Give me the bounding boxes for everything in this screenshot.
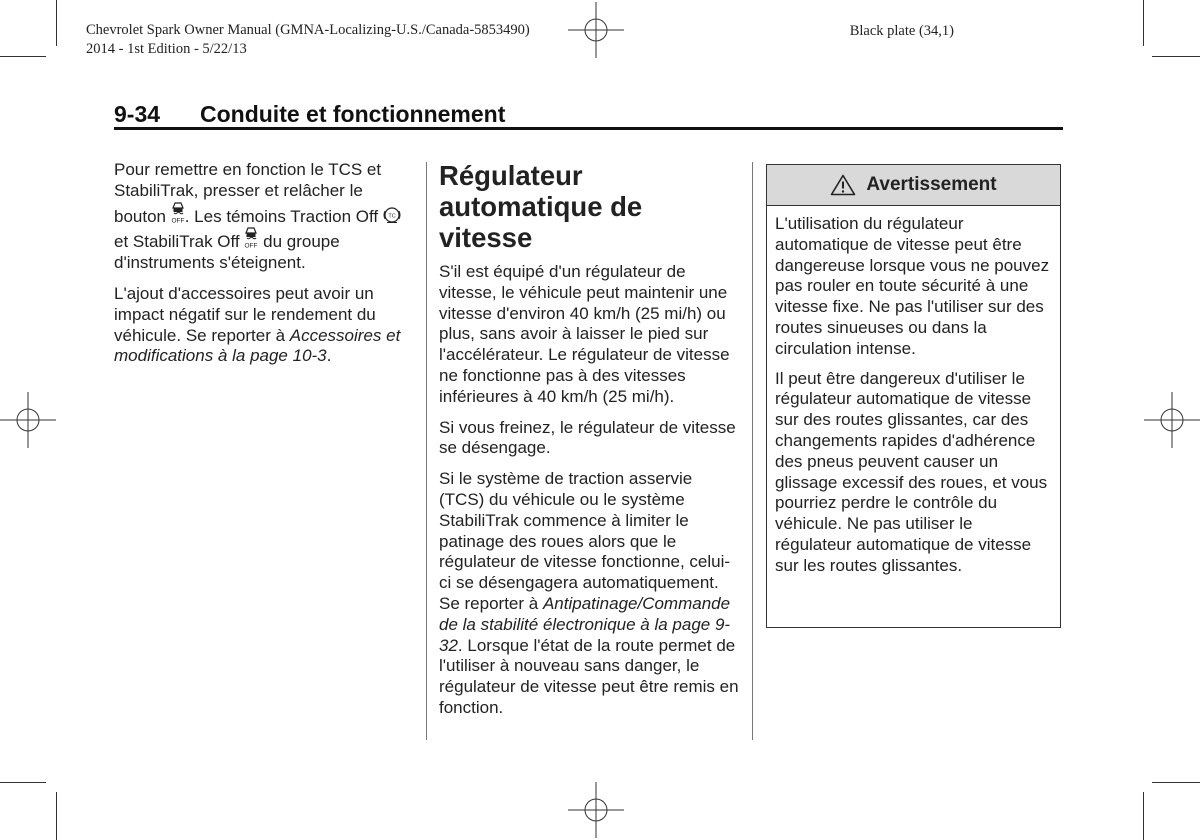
cross-reference-link[interactable]: Accessoires et modifications à la page 10-3 — [114, 325, 401, 366]
registration-mark-icon — [568, 782, 624, 838]
crop-mark — [1143, 792, 1144, 840]
section-heading — [114, 101, 505, 128]
crop-mark — [1152, 56, 1200, 57]
svg-text:OFF: OFF — [171, 217, 185, 224]
column-divider — [426, 162, 427, 740]
traction-off-icon — [383, 206, 401, 224]
crop-mark — [0, 56, 46, 57]
registration-mark-icon — [1144, 392, 1200, 448]
paragraph: L'utilisation du régulateur automatique de vitesse peut être dangereuse lorsque vous ne pouvez pas rouler en toute sécurité à une vitesse fixe. Ne pas l'utiliser sur des routes sinueuses ou dans la circulation intense. — [775, 214, 1050, 358]
paragraph: L'ajout d'accessoires peut avoir un impact négatif sur le rendement du véhicule. Se reporter à Accessoires et modifications à la page 10-3. — [114, 283, 401, 366]
column-2 — [439, 160, 739, 729]
warning-triangle-icon — [830, 174, 856, 196]
warning-title: Avertissement — [866, 174, 997, 195]
header-line-2: 2014 - 1st Edition - 5/22/13 — [86, 41, 247, 57]
section-title: Conduite et fonctionnement — [200, 101, 506, 127]
section-rule — [114, 127, 1063, 130]
paragraph: Si le système de traction asservie (TCS) du véhicule ou le système StabiliTrak commence à limiter le patinage des roues alors que le régulateur de vitesse fonctionne, celui-ci se désengagera automatiquement. Se reporter à Antipatinage/Commande de la stabilité électronique à la page 9-32. Lorsque l'état de la route permet de l'utiliser à nouveau sans danger, le régulateur de vitesse peut être remis en fonction. — [439, 469, 739, 717]
registration-mark-icon — [568, 2, 624, 58]
warning-body — [767, 206, 1060, 577]
crop-mark — [1143, 0, 1144, 46]
stabilitrak-off-icon — [171, 202, 185, 224]
paragraph: Si vous freinez, le régulateur de vitesse se désengage. — [439, 417, 736, 458]
stabilitrak-off-icon — [244, 227, 258, 249]
registration-mark-icon — [0, 392, 56, 448]
paragraph: Il peut être dangereux d'utiliser le régulateur automatique de vitesse sur des routes glissantes, car des changements rapides d'adhérence des pneus peuvent causer un glissage excessif des roues, et vous pourriez perdre le contrôle du véhicule. Ne pas utiliser le régulateur automatique de vitesse sur les routes glissantes. — [775, 368, 1048, 575]
crop-mark — [56, 792, 57, 840]
section-number: 9-34 — [114, 101, 161, 127]
paragraph: S'il est équipé d'un régulateur de vitesse, le véhicule peut maintenir une vitesse d'environ 40 km/h (25 mi/h) ou plus, sans avoir à laisser le pied sur l'accélérateur. Le régulateur de vitesse ne fonctionne pas à des vitesses inférieures à 40 km/h (25 mi/h). — [439, 262, 730, 406]
svg-text:OFF: OFF — [244, 242, 258, 250]
plate-label: Black plate (34,1) — [849, 23, 954, 39]
svg-text:TC: TC — [388, 213, 396, 220]
crop-mark — [56, 0, 57, 46]
warning-box — [766, 164, 1061, 628]
paragraph: Pour remettre en fonction le TCS et StabiliTrak, presser et relâcher le bouton OFF . Les témoins Traction Off TC et StabiliTrak Off OFF du groupe d'instruments s'éteignent. — [114, 160, 414, 274]
warning-header — [767, 165, 1060, 206]
column-divider — [752, 162, 753, 740]
cross-reference-link[interactable]: Antipatinage/Commande de la stabilité électronique à la page 9-32 — [439, 593, 731, 655]
crop-mark — [1152, 782, 1200, 783]
subsection-heading: Régulateur automatique de vitesse — [439, 160, 643, 253]
crop-mark — [0, 782, 46, 783]
print-header — [86, 21, 530, 59]
header-line-1: Chevrolet Spark Owner Manual (GMNA-Localizing-U.S./Canada-5853490) — [86, 22, 530, 38]
column-1 — [114, 160, 414, 377]
